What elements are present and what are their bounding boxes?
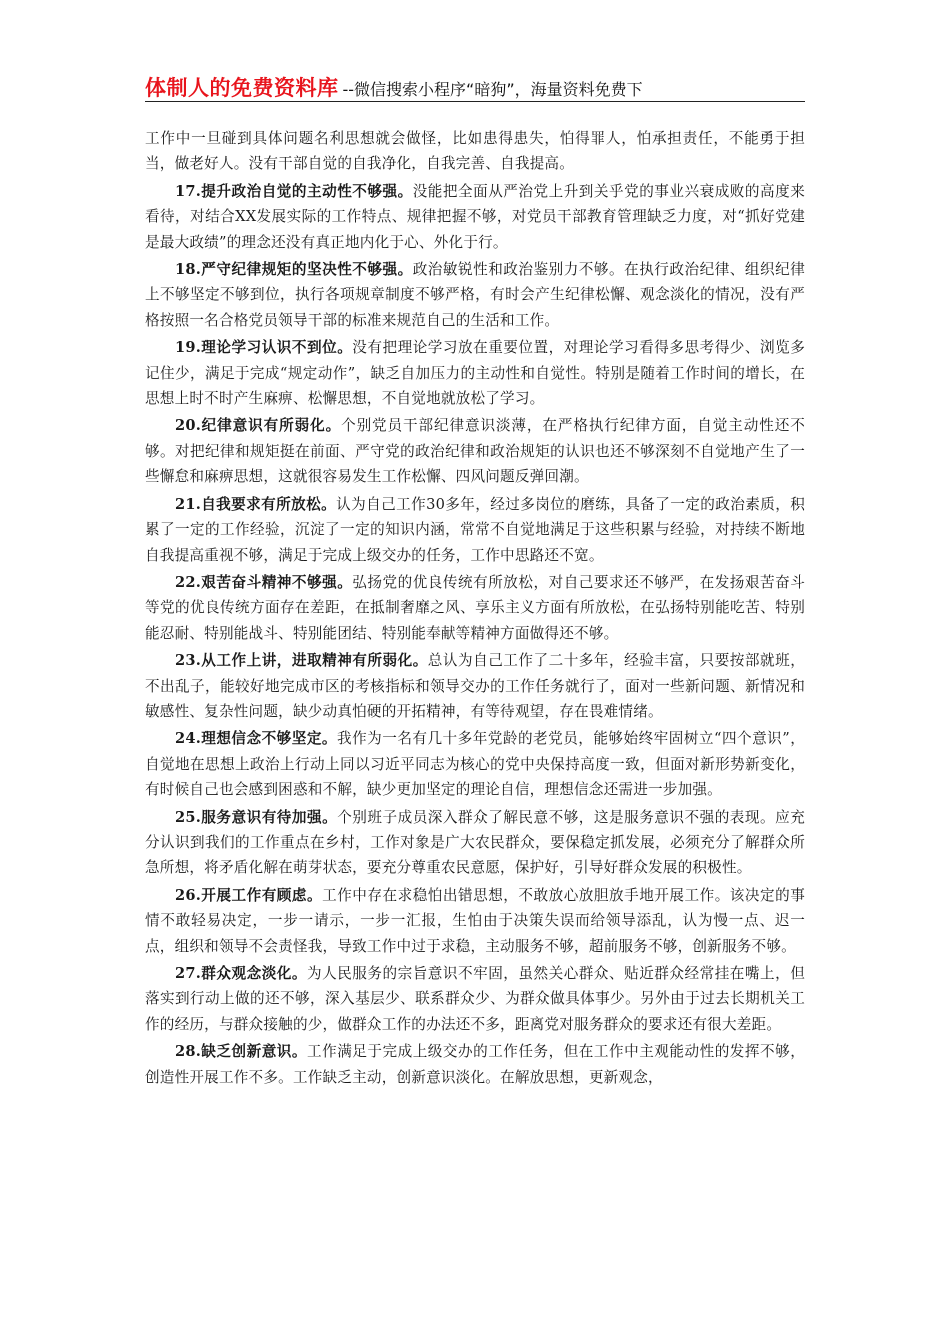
item-body: 个别党员干部纪律意识淡薄，在严格执行纪律方面，自觉主动性还不够。对把纪律和规矩挺在前面、严守党的政治纪律和政治规矩的认识也还不够深刻不自觉地产生了一些懈怠和麻痹思想，这就很容易发生工作松懈、四风问题反弹回潮。 — [145, 417, 805, 486]
item-heading: 19.理论学习认识不到位。 — [175, 339, 353, 357]
item-body: 我作为一名有几十多年党龄的老党员，能够始终牢固树立“四个意识”，自觉地在思想上政治上行动上同以习近平同志为核心的党中央保持高度一致，但面对新形势新变化，有时候自己也会感到困惑和不解，缺少更加坚定的理论自信，理想信念还需进一步加强。 — [145, 730, 805, 799]
item-heading: 26.开展工作有顾虑。 — [175, 886, 323, 904]
document-body — [145, 126, 805, 1092]
item-heading: 25.服务意识有待加强。 — [175, 808, 338, 826]
item-heading: 20.纪律意识有所弱化。 — [175, 417, 342, 435]
item-heading: 23.从工作上讲，进取精神有所弱化。 — [175, 652, 428, 670]
list-item — [145, 335, 805, 411]
item-heading: 21.自我要求有所放松。 — [175, 495, 337, 513]
list-item — [145, 179, 805, 255]
list-item — [145, 726, 805, 802]
list-item — [145, 805, 805, 881]
item-body: 工作满足于完成上级交办的工作任务，但在工作中主观能动性的发挥不够，创造性开展工作不多。工作缺乏主动，创新意识淡化。在解放思想，更新观念， — [145, 1043, 805, 1086]
item-body: 认为自己工作30多年，经过多岗位的磨练，具备了一定的政治素质，积累了一定的工作经验，沉淀了一定的知识内涵，常常不自觉地满足于这些积累与经验，对持续不断地自我提高重视不够，满足于完成上级交办的任务，工作中思路还不宽。 — [145, 495, 805, 564]
item-heading: 18.严守纪律规矩的坚决性不够强。 — [175, 261, 413, 279]
item-heading: 17.提升政治自觉的主动性不够强。 — [175, 182, 413, 200]
list-item — [145, 648, 805, 724]
page-header — [145, 72, 805, 104]
list-item — [145, 961, 805, 1037]
intro-paragraph: 工作中一旦碰到具体问题名利思想就会做怪，比如患得患失，怕得罪人，怕承担责任，不能勇于担当，做老好人。没有干部自觉的自我净化，自我完善、自我提高。 — [145, 130, 805, 173]
item-body: 工作中存在求稳怕出错思想，不敢放心放胆放手地开展工作。该决定的事情不敢轻易决定，一步一请示，一步一汇报，生怕由于决策失误而给领导添乱，认为慢一点、迟一点，组织和领导不会责怪我，导致工作中过于求稳，主动服务不够，超前服务不够，创新服务不够。 — [145, 886, 806, 955]
item-heading: 24.理想信念不够坚定。 — [175, 730, 337, 748]
item-heading: 28.缺乏创新意识。 — [175, 1043, 307, 1061]
item-body: 政治敏锐性和政治鉴别力不够。在执行政治纪律、组织纪律上不够坚定不够到位，执行各项规章制度不够严格，有时会产生纪律松懈、观念淡化的情况，没有严格按照一名合格党员领导干部的标准来规范自己的生活和工作。 — [145, 261, 805, 329]
item-heading: 27.群众观念淡化。 — [175, 965, 307, 982]
item-body: 弘扬党的优良传统有所放松，对自己要求还不够严，在发扬艰苦奋斗等党的优良传统方面存在差距，在抵制奢靡之风、享乐主义方面有所放松，在弘扬特别能吃苦、特别能忍耐、特别能战斗、特别能团结、特别能奉献等精神方面做得还不够。 — [145, 573, 805, 642]
item-body: 为人民服务的宗旨意识不牢固，虽然关心群众、贴近群众经常挂在嘴上，但落实到行动上做的还不够，深入基层少、联系群众少、为群众做具体事少。另外由于过去长期机关工作的经历，与群众接触的少，做群众工作的办法还不多，距离党对服务群众的要求还有很大差距。 — [145, 965, 805, 1033]
list-item — [145, 413, 805, 489]
item-body: 没能把全面从严治党上升到关乎党的事业兴衰成败的高度来看待，对结合XX发展实际的工作特点、规律把握不够，对党员干部教育管理缺乏力度，对“抓好党建是最大政绩”的理念还没有真正地内化于心、外化于行。 — [145, 182, 805, 251]
item-heading: 22.艰苦奋斗精神不够强。 — [175, 573, 353, 591]
header-title: 体制人的免费资料库 — [145, 76, 339, 100]
header-subtitle: --微信搜索小程序“暗狗”，海量资料免费下 — [342, 80, 643, 99]
item-body: 个别班子成员深入群众了解民意不够，这是服务意识不强的表现。应充分认识到我们的工作重点在乡村，工作对象是广大农民群众，要保稳定抓发展，必须充分了解群众所急所想，将矛盾化解在萌芽状态，要充分尊重农民意愿，保护好，引导好群众发展的积极性。 — [145, 808, 805, 877]
list-item — [145, 883, 805, 959]
list-item — [145, 570, 805, 646]
list-item — [145, 492, 805, 568]
list-item — [145, 257, 805, 333]
item-body: 没有把理论学习放在重要位置，对理论学习看得多思考得少、浏览多记住少，满足于完成“规定动作”，缺乏自加压力的主动性和自觉性。特别是随着工作时间的增长，在思想上时不时产生麻痹、松懈思想，不自觉地就放松了学习。 — [145, 339, 805, 408]
item-body: 总认为自己工作了二十多年，经验丰富，只要按部就班，不出乱子，能较好地完成市区的考核指标和领导交办的工作任务就行了，面对一些新问题、新情况和敏感性、复杂性问题，缺少动真怕硬的开拓精神，有等待观望，存在畏难情绪。 — [145, 652, 805, 720]
header-divider — [145, 101, 805, 102]
list-item — [145, 1039, 805, 1090]
